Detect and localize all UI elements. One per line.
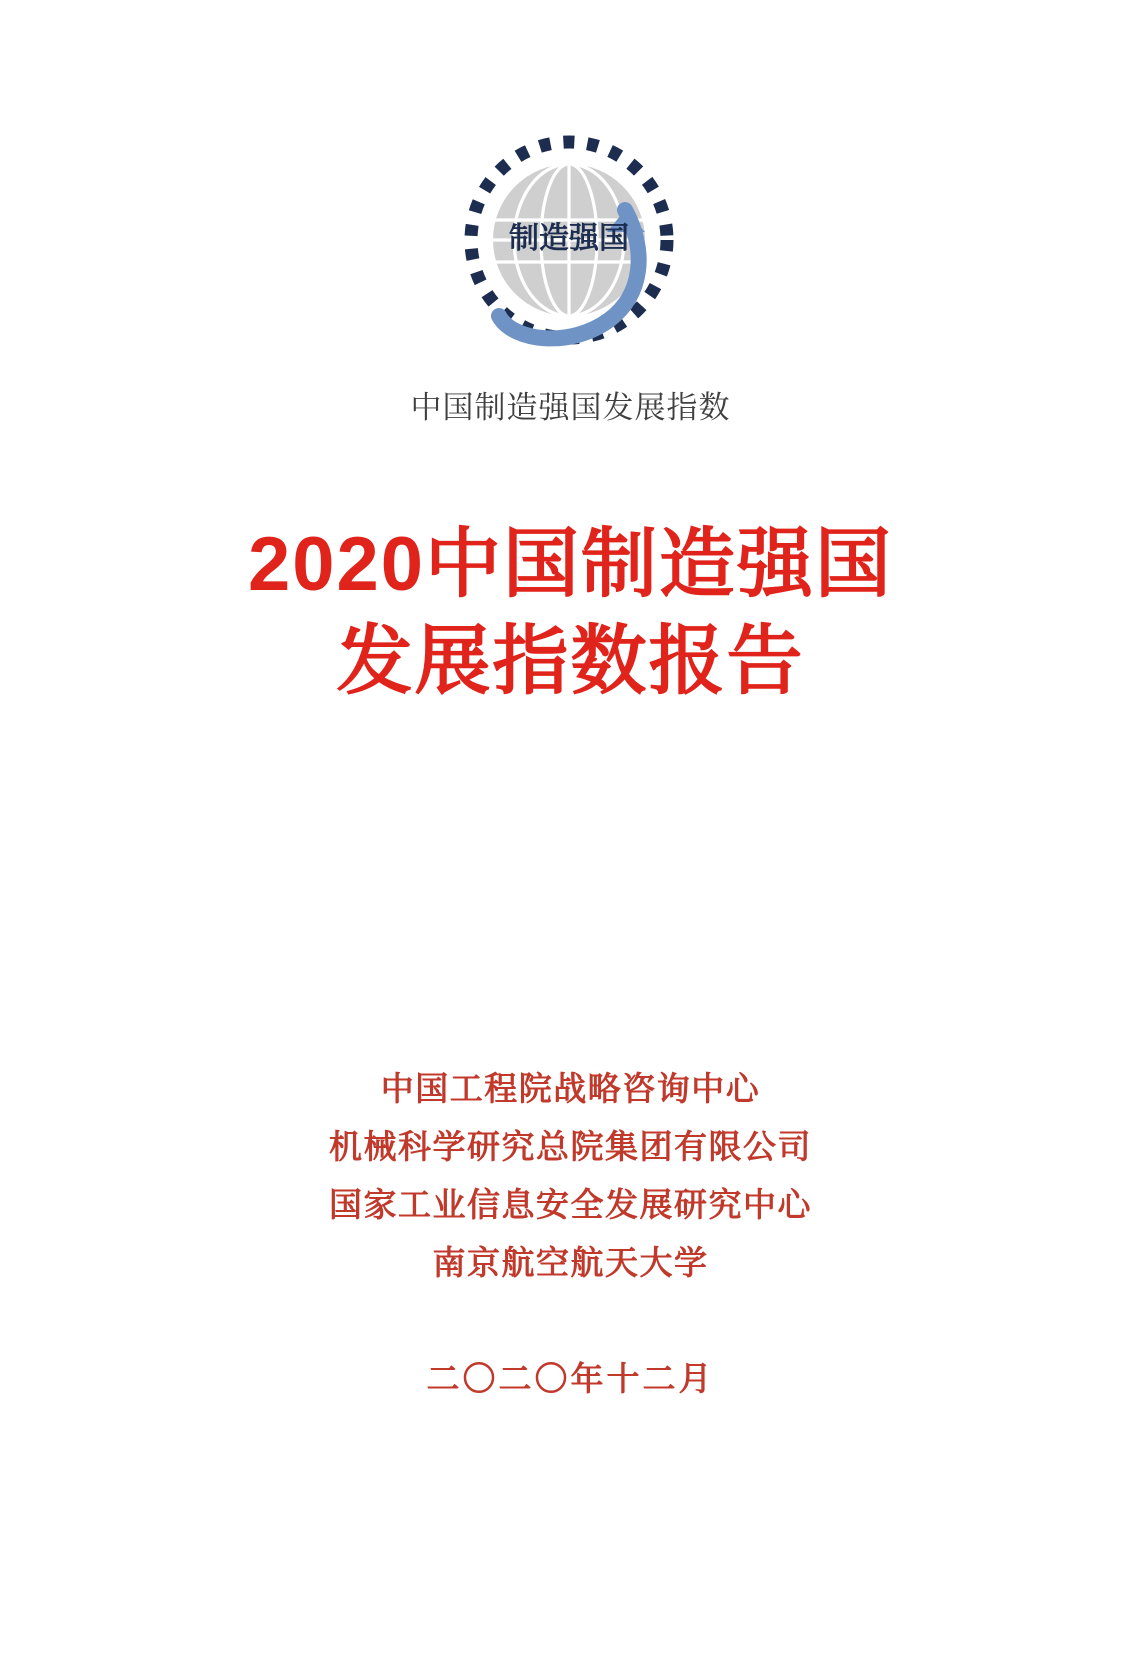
- organization-item: 国家工业信息安全发展研究中心: [329, 1185, 812, 1223]
- page-title-line-2: 发展指数报告: [336, 618, 805, 704]
- publication-date: 二〇二〇年十二月: [426, 1360, 715, 1398]
- logo-caption: 中国制造强国发展指数: [410, 390, 731, 425]
- page-title-line-1: 2020中国制造强国: [247, 522, 894, 607]
- organization-item: 中国工程院战略咨询中心: [380, 1070, 761, 1108]
- globe-arrow-logo: [421, 128, 721, 368]
- organization-list: [329, 1060, 812, 1291]
- organization-item: 机械科学研究总院集团有限公司: [329, 1128, 812, 1166]
- organization-item: 南京航空航天大学: [432, 1243, 709, 1281]
- page-title: [248, 519, 893, 708]
- logo-inner-text: 制造强国: [508, 221, 629, 255]
- logo-container: [421, 128, 721, 368]
